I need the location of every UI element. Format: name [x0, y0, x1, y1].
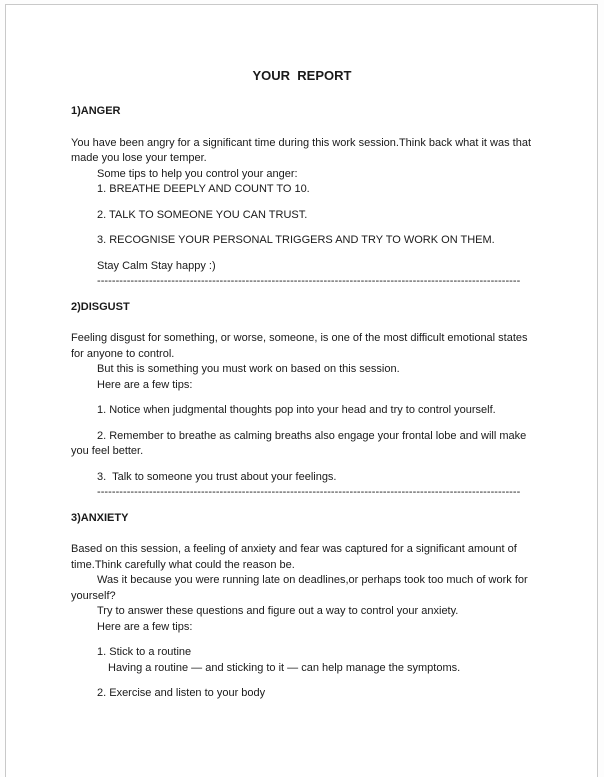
- report-line: Here are a few tips:: [97, 620, 193, 633]
- report-line: But this is something you must work on based on this session.: [97, 363, 400, 375]
- report-line: 1. BREATHE DEEPLY AND COUNT TO 10.: [97, 183, 310, 195]
- spacer: [71, 676, 533, 686]
- report-line: Feeling disgust for something, or worse, someone, is one of the most difficult emotional states: [71, 332, 528, 344]
- report-title: YOUR REPORT: [252, 68, 352, 83]
- report-line: 2. TALK TO SOMEONE YOU CAN TRUST.: [97, 208, 308, 221]
- report-page: [5, 4, 598, 777]
- spacer: [71, 460, 533, 470]
- spacer: [71, 249, 533, 259]
- spacer: [71, 315, 533, 331]
- report-line: 3. RECOGNISE YOUR PERSONAL TRIGGERS AND TRY TO WORK ON THEM.: [97, 234, 495, 246]
- report-line: Was it because you were running late on deadlines,or perhaps took too much of work for: [97, 574, 528, 586]
- report-body: [71, 94, 533, 702]
- report-line: Stay Calm Stay happy :): [97, 259, 216, 272]
- report-line: 2. Remember to breathe as calming breaths also engage your frontal lobe and will make: [97, 429, 527, 442]
- report-line: 3. Talk to someone you trust about your feelings.: [97, 470, 337, 483]
- report-line: for anyone to control.: [71, 347, 175, 360]
- spacer: [71, 635, 533, 645]
- report-line: you feel better.: [71, 445, 144, 457]
- section-separator-disgust: ------------------------------------------------------------------------------------------------------------------: [97, 486, 521, 498]
- spacer: [71, 526, 533, 542]
- heading-anger: 1)ANGER: [71, 105, 121, 117]
- report-line: Having a routine — and sticking to it — can help manage the symptoms.: [108, 661, 461, 674]
- report-line: 2. Exercise and listen to your body: [97, 687, 266, 699]
- section-separator-anger: ------------------------------------------------------------------------------------------------------------------: [97, 275, 521, 287]
- report-line: 1. Notice when judgmental thoughts pop into your head and try to control yourself.: [97, 404, 496, 416]
- spacer: [71, 393, 533, 403]
- report-line: time.Think carefully what could the reason be.: [71, 558, 295, 571]
- spacer: [71, 94, 533, 104]
- spacer: [71, 501, 533, 511]
- spacer: [71, 419, 533, 429]
- report-line: yourself?: [71, 589, 116, 602]
- report-line: Here are a few tips:: [97, 378, 193, 391]
- report-line: made you lose your temper.: [71, 152, 207, 164]
- heading-anxiety: 3)ANXIETY: [71, 511, 129, 524]
- report-line: Based on this session, a feeling of anxiety and fear was captured for a significant amount of: [71, 543, 517, 555]
- report-line: You have been angry for a significant time during this work session.Think back what it was that: [71, 136, 532, 149]
- report-line: 1. Stick to a routine: [97, 646, 192, 658]
- spacer: [71, 223, 533, 233]
- report-line: Try to answer these questions and figure out a way to control your anxiety.: [97, 605, 459, 617]
- spacer: [71, 198, 533, 208]
- heading-disgust: 2)DISGUST: [71, 300, 130, 313]
- spacer: [71, 290, 533, 300]
- spacer: [71, 120, 533, 136]
- report-line: Some tips to help you control your anger:: [97, 167, 298, 180]
